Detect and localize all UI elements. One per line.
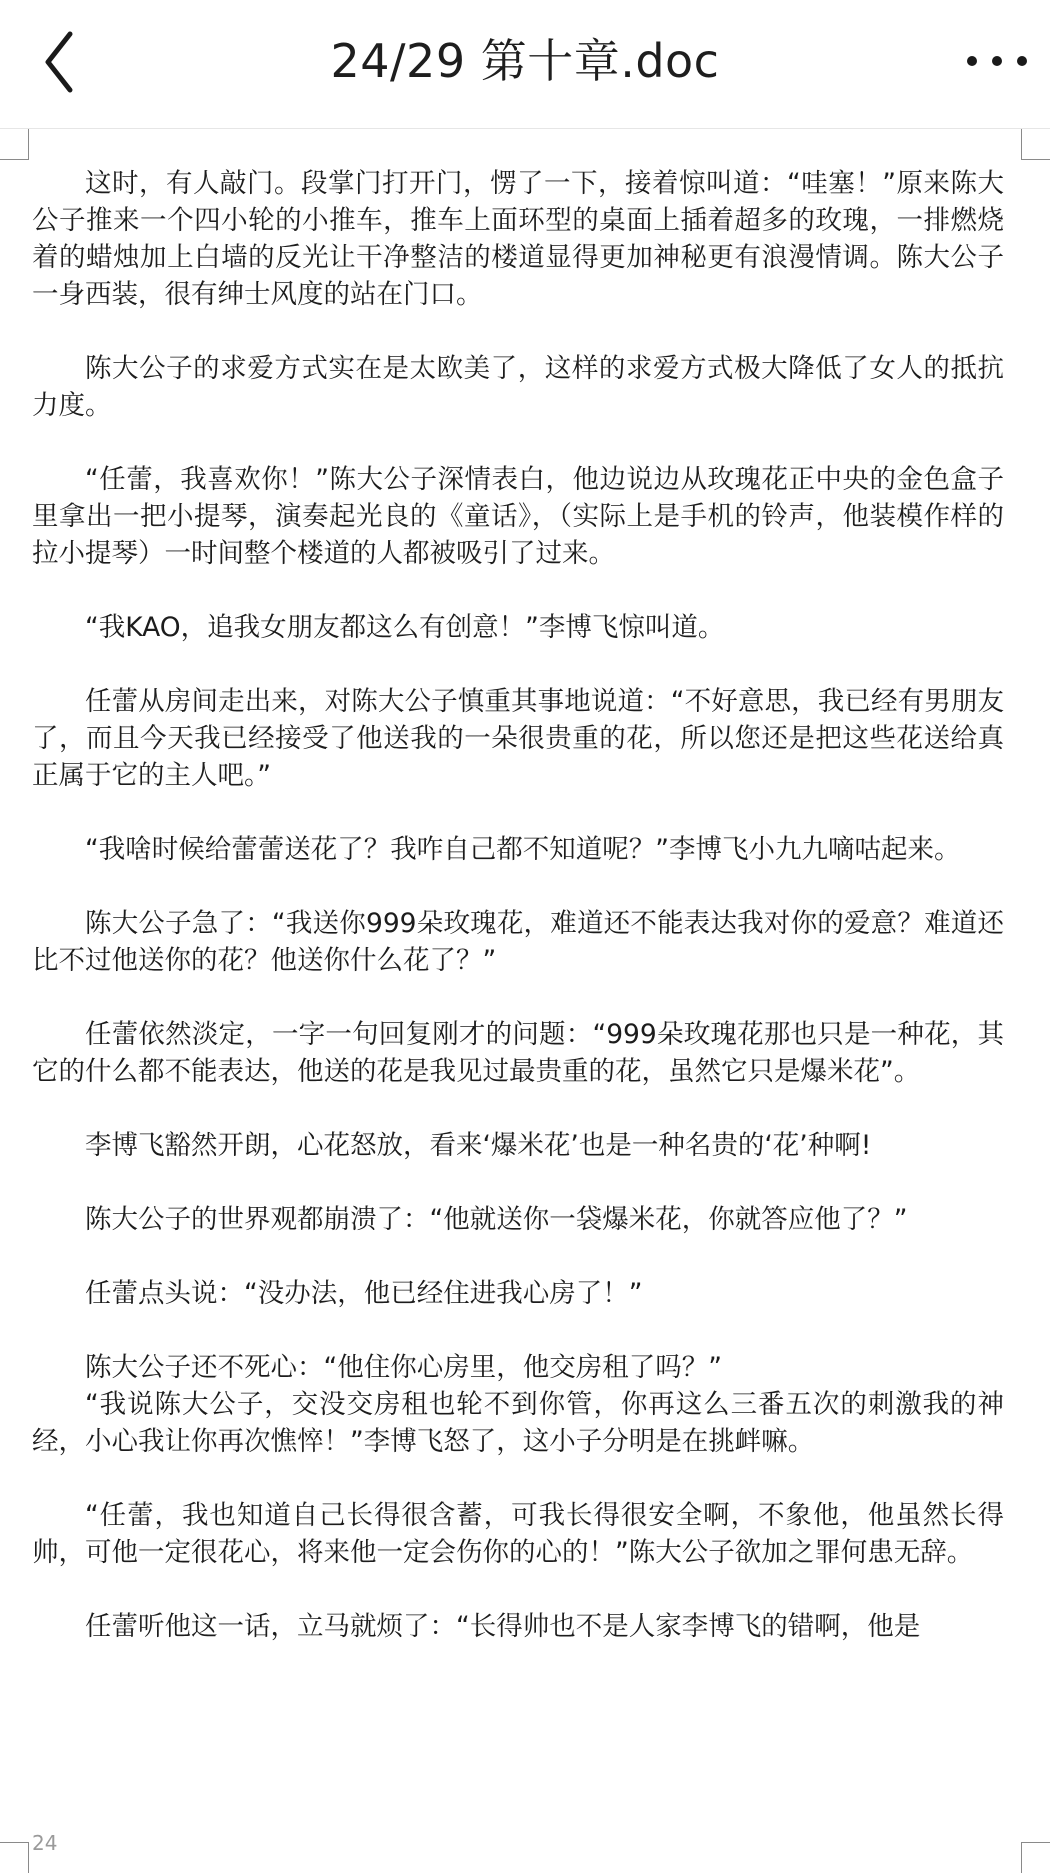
- top-bar: [0, 0, 1050, 129]
- document-page: [0, 129, 1050, 1873]
- paragraph: 陈大公子还不死心：“他住你心房里，他交房租了吗？”: [85, 1352, 722, 1383]
- paragraph: 任蕾听他这一话，立马就烦了：“长得帅也不是人家李博飞的错啊，他是: [85, 1611, 921, 1642]
- more-horizontal-icon: [958, 36, 1036, 86]
- paragraph: 这时，有人敲门。段掌门打开门，愣了一下，接着惊叫道：“哇塞！”原来陈大公子推来一个四小轮的小推车，推车上面环型的桌面上插着超多的玫瑰，一排燃烧着的蜡烛加上白墙的反光让干净整洁的楼道显得更加神秘更有浪漫情调。陈大公子一身西装，很有绅士风度的站在门口。: [32, 168, 1004, 310]
- paragraph: “任蕾，我也知道自己长得很含蓄，可我长得很安全啊，不象他，他虽然长得帅，可他一定很花心，将来他一定会伤你的心的！”陈大公子欲加之罪何患无辞。: [32, 1500, 1004, 1568]
- paragraph: 陈大公子急了：“我送你999朵玫瑰花，难道还不能表达我对你的爱意？难道还比不过他送你的花？他送你什么花了？”: [32, 908, 1004, 976]
- crop-mark-top-left: [0, 129, 29, 160]
- crop-mark-top-right: [1021, 129, 1050, 160]
- more-button[interactable]: [958, 36, 1036, 86]
- paragraph: 任蕾依然淡定，一字一句回复刚才的问题：“999朵玫瑰花那也只是一种花，其它的什么都不能表达，他送的花是我见过最贵重的花，虽然它只是爆米花”。: [32, 1019, 1004, 1087]
- paragraph: 陈大公子的世界观都崩溃了：“他就送你一袋爆米花，你就答应他了？”: [85, 1204, 908, 1235]
- document-body: [32, 165, 1004, 1682]
- paragraph: “我啥时候给蕾蕾送花了？我咋自己都不知道呢？”李博飞小九九嘀咕起来。: [85, 834, 961, 865]
- document-title: 24/29 第十章.doc: [330, 34, 720, 88]
- paragraph: “我KAO，追我女朋友都这么有创意！”李博飞惊叫道。: [85, 612, 725, 643]
- paragraph: “任蕾，我喜欢你！”陈大公子深情表白，他边说边从玫瑰花正中央的金色盒子里拿出一把小提琴，演奏起光良的《童话》，（实际上是手机的铃声，他装模作样的拉小提琴）一时间整个楼道的人都被吸引了过来。: [32, 464, 1004, 569]
- crop-mark-bottom-right: [1021, 1842, 1050, 1873]
- paragraph: 任蕾点头说：“没办法，他已经住进我心房了！”: [85, 1278, 643, 1309]
- paragraph: 李博飞豁然开朗，心花怒放，看来‘爆米花’也是一种名贵的‘花’种啊!: [85, 1130, 872, 1161]
- page-number: 24: [32, 1831, 58, 1855]
- crop-mark-bottom-left: [0, 1842, 29, 1873]
- paragraph: “我说陈大公子，交没交房租也轮不到你管，你再这么三番五次的刺激我的神经，小心我让你再次憔悴！”李博飞怒了，这小子分明是在挑衅嘛。: [32, 1389, 1004, 1457]
- paragraph: 陈大公子的求爱方式实在是太欧美了，这样的求爱方式极大降低了女人的抵抗力度。: [32, 353, 1004, 421]
- paragraph: 任蕾从房间走出来，对陈大公子慎重其事地说道：“不好意思，我已经有男朋友了，而且今天我已经接受了他送我的一朵很贵重的花，所以您还是把这些花送给真正属于它的主人吧。”: [32, 686, 1004, 791]
